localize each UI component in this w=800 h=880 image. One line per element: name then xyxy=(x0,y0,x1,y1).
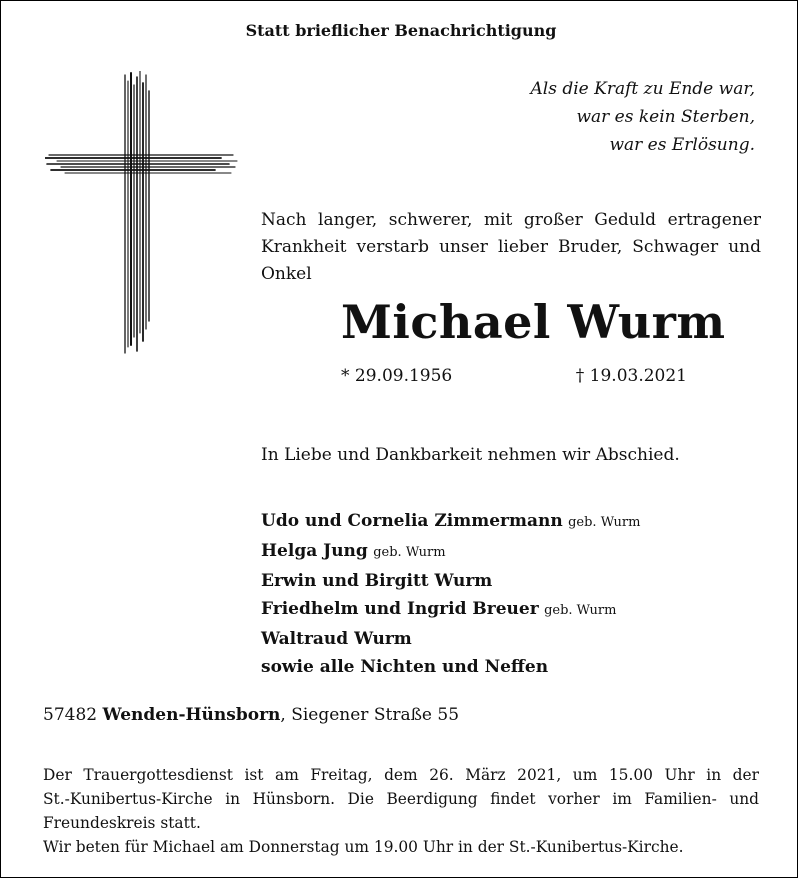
memorial-quote xyxy=(425,75,755,159)
birth-date: * 29.09.1956 xyxy=(341,366,453,386)
service-line: Der Trauergottesdienst ist am Freitag, dem 26. März 2021, um 15.00 Uhr in der xyxy=(43,766,759,784)
service-line: Wir beten für Michael am Donnerstag um 19.00 Uhr in der St.-Kunibertus-Kirche. xyxy=(43,838,684,856)
cross-icon xyxy=(45,71,241,357)
mourner-entry xyxy=(261,507,640,537)
quote-line: Als die Kraft zu Ende war, xyxy=(530,79,755,99)
mourner-entry xyxy=(261,567,640,595)
quote-line: war es kein Sterben, xyxy=(576,107,755,127)
service-line: Freundeskreis statt. xyxy=(43,814,201,832)
notice-header: Statt brieflicher Benachrichtigung xyxy=(245,21,557,40)
mourner-name: Friedhelm und Ingrid Breuer xyxy=(261,599,539,619)
deceased-name: Michael Wurm xyxy=(341,295,726,349)
maiden-name-note: geb. Wurm xyxy=(544,603,617,618)
service-info xyxy=(43,763,759,859)
mourner-name: Waltraud Wurm xyxy=(261,629,412,649)
service-line: St.-Kunibertus-Kirche in Hünsborn. Die Beerdigung findet vorher im Familien- und xyxy=(43,790,759,808)
mourner-name: Helga Jung xyxy=(261,541,368,561)
maiden-name-note: geb. Wurm xyxy=(568,515,641,530)
postcode: 57482 xyxy=(43,705,98,725)
mourner-entry xyxy=(261,653,640,681)
town: Wenden-Hünsborn xyxy=(102,705,281,725)
quote-line: war es Erlösung. xyxy=(609,135,755,155)
mourner-entry xyxy=(261,595,640,625)
street: , Siegener Straße 55 xyxy=(280,705,460,725)
mourner-entry xyxy=(261,537,640,567)
family-address xyxy=(43,705,459,725)
mourners-list xyxy=(261,507,640,681)
mourner-name: sowie alle Nichten und Neffen xyxy=(261,657,549,677)
maiden-name-note: geb. Wurm xyxy=(373,545,446,560)
death-date: † 19.03.2021 xyxy=(575,366,687,386)
mourner-name: Udo und Cornelia Zimmermann xyxy=(261,511,563,531)
mourner-name: Erwin und Birgitt Wurm xyxy=(261,571,493,591)
intro-text: Nach langer, schwerer, mit großer Geduld ertragener Krankheit verstarb unser lieber Bruder, Schwager und Onkel xyxy=(261,210,761,284)
mourner-entry xyxy=(261,625,640,653)
farewell-text: In Liebe und Dankbarkeit nehmen wir Abschied. xyxy=(261,445,680,465)
